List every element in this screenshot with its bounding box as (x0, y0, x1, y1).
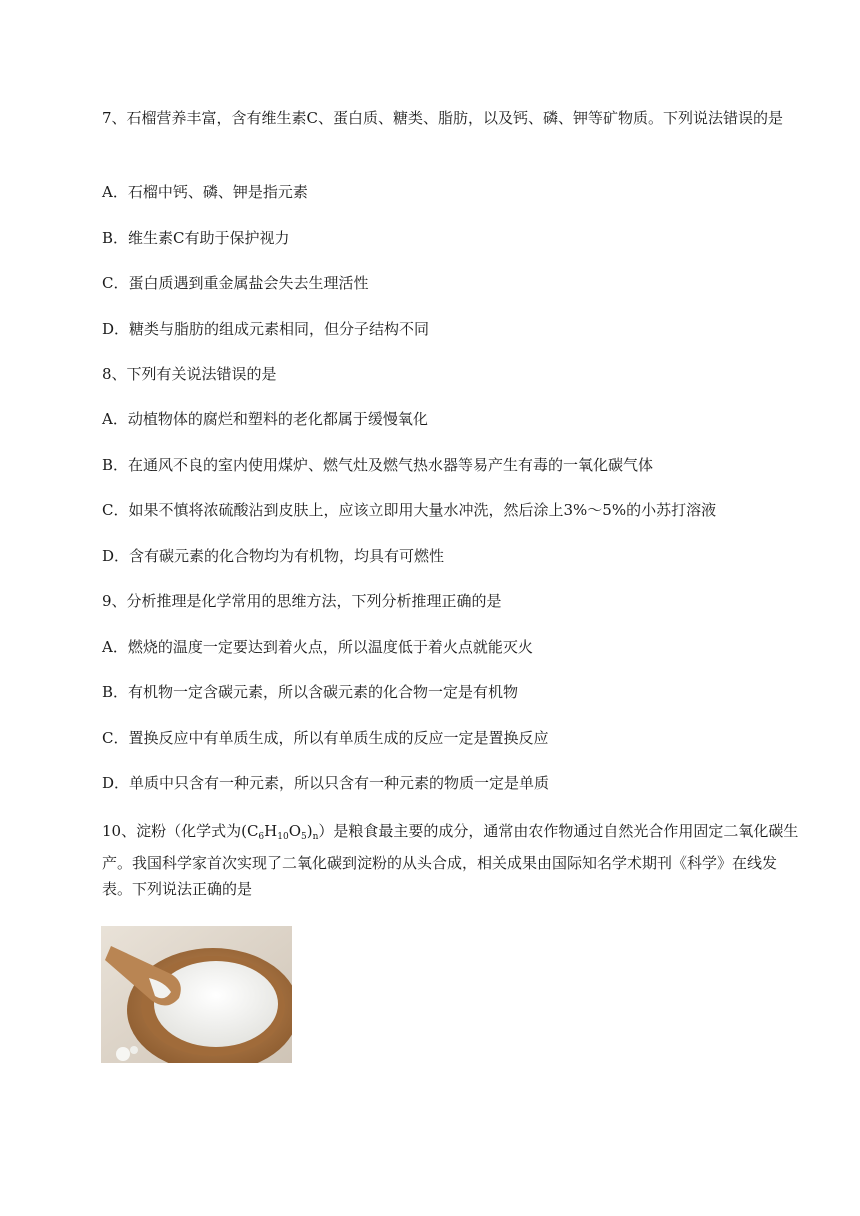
question-7-option-a: A．石榴中钙、磷、钾是指元素 (102, 183, 308, 201)
question-7-option-d: D．糖类与脂肪的组成元素相同，但分子结构不同 (102, 320, 430, 338)
formula-close: ) (306, 822, 313, 840)
formula-sub-6: 6 (258, 832, 265, 842)
question-9-option-c: C．置换反应中有单质生成，所以有单质生成的反应一定是置换反应 (102, 729, 549, 747)
question-10-suffix: ）是粮食最主要的成分，通常由农作物通过自然光合作用固定二氧化碳生产。我国科学家首次实现了二氧化碳到淀粉的从头合成，相关成果由国际知名学术期刊《科学》在线发表。下列说法正确的是 (102, 822, 799, 898)
question-9-stem: 9、分析推理是化学常用的思维方法，下列分析推理正确的是 (102, 592, 502, 610)
starch-bowl-image (101, 926, 292, 1063)
question-9-option-b: B．有机物一定含碳元素，所以含碳元素的化合物一定是有机物 (102, 683, 519, 701)
question-10-prefix: 10、淀粉（化学式为(C (102, 822, 259, 840)
question-8-option-a: A．动植物体的腐烂和塑料的老化都属于缓慢氧化 (102, 410, 428, 428)
starch-bowl-illustration (101, 926, 292, 1063)
question-9-option-d: D．单质中只含有一种元素，所以只含有一种元素的物质一定是单质 (102, 774, 550, 792)
question-7-option-c: C．蛋白质遇到重金属盐会失去生理活性 (102, 274, 369, 292)
question-8-option-b: B．在通风不良的室内使用煤炉、燃气灶及燃气热水器等易产生有毒的一氧化碳气体 (102, 456, 654, 474)
question-8-option-d: D．含有碳元素的化合物均为有机物，均具有可燃性 (102, 547, 445, 565)
question-8-stem: 8、下列有关说法错误的是 (102, 365, 277, 383)
formula-sub-n: n (312, 832, 319, 842)
starch-powder (154, 961, 278, 1047)
question-10-stem (102, 818, 802, 902)
question-7-option-b: B．维生素C有助于保护视力 (102, 229, 290, 247)
spilled-starch-small (130, 1046, 138, 1054)
question-9-option-a: A．燃烧的温度一定要达到着火点，所以温度低于着火点就能灭火 (102, 638, 533, 656)
formula-o: O (288, 822, 302, 840)
question-7-stem: 7、石榴营养丰富，含有维生素C、蛋白质、糖类、脂肪，以及钙、磷、钾等矿物质。下列说法错误的是 (102, 109, 784, 127)
formula-sub-5: 5 (301, 832, 307, 842)
spilled-starch (116, 1047, 130, 1061)
formula-h: H (264, 822, 278, 840)
formula-sub-10: 10 (277, 832, 289, 842)
question-8-option-c: C．如果不慎将浓硫酸沾到皮肤上，应该立即用大量水冲洗，然后涂上3%～5%的小苏打溶液 (102, 501, 717, 519)
